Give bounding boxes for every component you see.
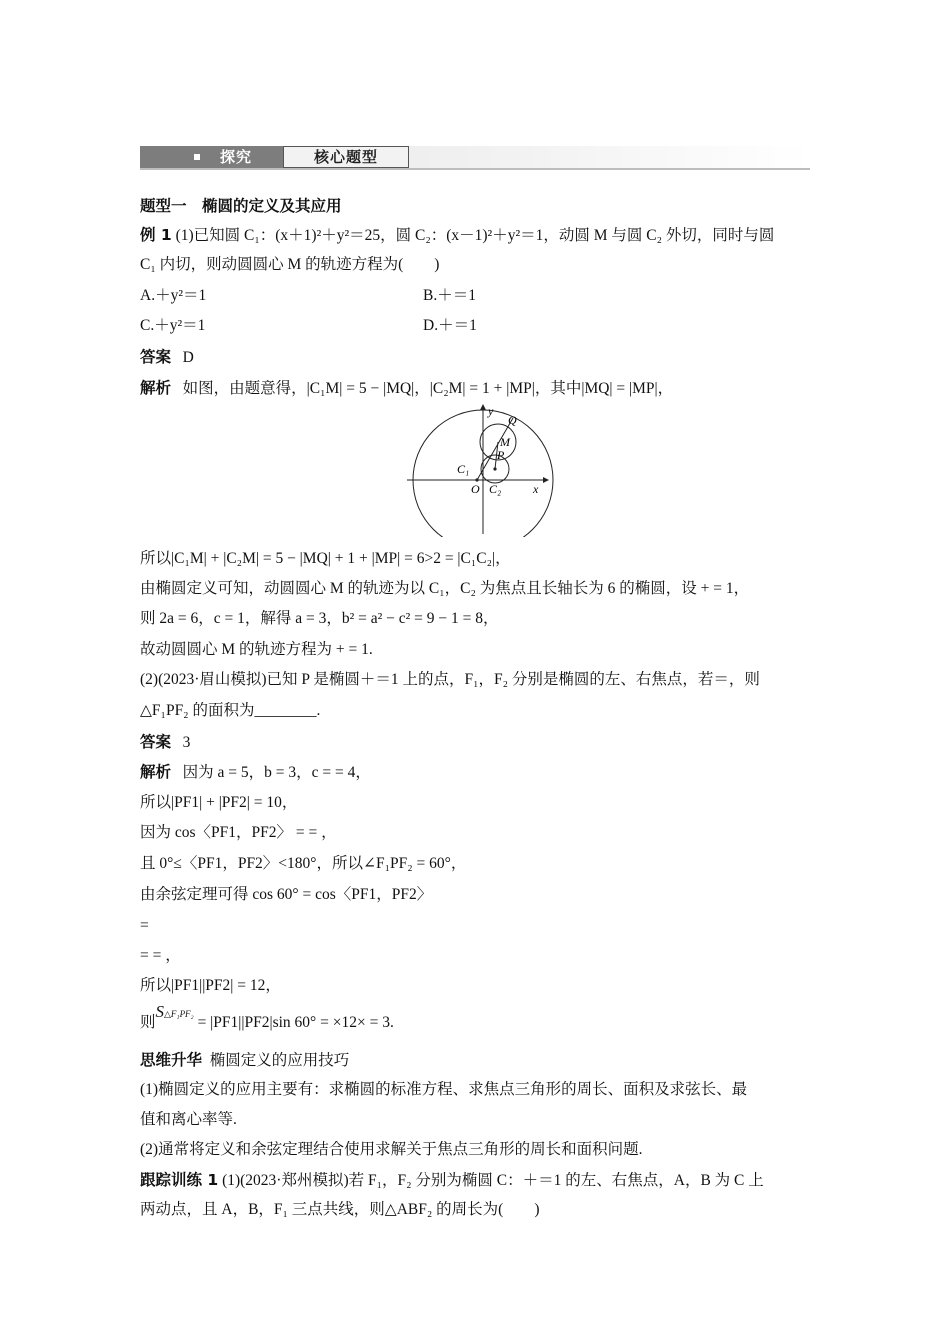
track-label: 跟踪训练 1 — [140, 1171, 219, 1189]
ex1-q1-l2: C₁ 内切，则动圆圆心 M 的轨迹方程为( ) — [140, 256, 440, 273]
ex1-question-line1 — [140, 225, 774, 246]
section-banner — [140, 146, 810, 170]
label-q: Q — [508, 413, 517, 427]
label-m: M — [500, 435, 510, 449]
label-c1: C₁ — [457, 462, 470, 476]
banner-topic-box — [283, 146, 409, 168]
track-l1: (1)(2023·郑州模拟)若 F₁，F₂ 分别为椭圆 C：＋＝1 的左、右焦点，A，B 为 C 上 — [222, 1172, 764, 1189]
solution-label: 解析 — [140, 379, 172, 397]
sol2-l7: = = ， — [140, 947, 181, 964]
y-axis-arrow-icon — [480, 404, 486, 410]
sol2-l8: 所以|PF1||PF2| = 12， — [140, 977, 281, 994]
solution-label: 解析 — [140, 763, 172, 781]
summary-title: 椭圆定义的应用技巧 — [209, 1052, 350, 1069]
point-c2 — [493, 467, 496, 470]
ex1-label: 例 1 — [140, 226, 172, 244]
option-d: D.＋＝1 — [423, 317, 477, 334]
option-c: C.＋y²＝1 — [140, 317, 206, 334]
label-x: x — [533, 482, 539, 496]
sol2-l9-pre: 则 — [140, 1014, 156, 1031]
answer-label: 答案 — [140, 348, 172, 366]
sol2-l6: = — [140, 917, 149, 934]
q2-l2: △F₁PF₂ 的面积为________. — [140, 702, 321, 719]
summary-heading — [140, 1050, 349, 1071]
type-title: 题型一 椭圆的定义及其应用 — [140, 197, 342, 215]
line-c1-q — [477, 418, 513, 480]
solution-text: 如图，由题意得，|C₁M| = 5 − |MQ|，|C₂M| = 1 + |MP|，其中|MQ| = |MP|， — [182, 380, 674, 397]
sol2-l2: 所以|PF1| + |PF2| = 10， — [140, 794, 298, 811]
area-subscript: △F₁PF₂ — [164, 1009, 194, 1019]
banner-section-label: 探究 — [220, 148, 253, 166]
area-symbol: S — [155, 1002, 165, 1021]
track-line1 — [140, 1170, 764, 1191]
summary-p1-l1: (1)椭圆定义的应用主要有：求椭圆的标准方程、求焦点三角形的周长、面积及求弦长、最 — [140, 1081, 748, 1098]
solution-2-line1 — [140, 762, 371, 783]
sol2-l4: 且 0°≤〈PF1，PF2〉<180°，所以∠F₁PF₂ = 60°， — [140, 855, 467, 872]
summary-p1-l2: 值和离心率等. — [140, 1111, 237, 1128]
sol2-l3: 因为 cos〈PF1，PF2〉 = = ， — [140, 824, 337, 841]
label-c2: C₂ — [489, 482, 502, 496]
solution-text: 因为 a = 5，b = 3，c = = 4， — [182, 764, 371, 781]
answer-label: 答案 — [140, 733, 172, 751]
summary-p2: (2)通常将定义和余弦定理结合使用求解关于焦点三角形的周长和面积问题. — [140, 1141, 643, 1158]
track-l2: 两动点，且 A，B，F₁ 三点共线，则△ABF₂ 的周长为( ) — [140, 1201, 540, 1218]
sol1-l5: 故动圆圆心 M 的轨迹方程为 + = 1. — [140, 641, 373, 658]
sol2-l9-post: = |PF1||PF2|sin 60° = ×12× = 3. — [193, 1014, 394, 1031]
solution-1-line1 — [140, 378, 673, 399]
summary-label: 思维升华 — [140, 1051, 203, 1069]
circle-diagram — [405, 402, 555, 537]
ex1-q1-l1: (1)已知圆 C₁：(x＋1)²＋y²＝25，圆 C₂：(x－1)²＋y²＝1，动圆 M 与圆 C₂ 外切，同时与圆 — [175, 227, 775, 244]
label-p: P — [497, 448, 505, 462]
banner-rule — [140, 168, 810, 170]
sol2-l9 — [140, 1002, 394, 1034]
banner-dark-block — [140, 146, 283, 168]
label-o: O — [471, 482, 480, 496]
q2-l1: (2)(2023·眉山模拟)已知 P 是椭圆＋＝1 上的点，F₁，F₂ 分别是椭圆的左、右焦点，若＝，则 — [140, 671, 760, 688]
banner-topic-label: 核心题型 — [313, 148, 378, 166]
square-bullet-icon — [194, 154, 200, 160]
x-axis-arrow-icon — [543, 477, 549, 483]
answer-1 — [140, 347, 194, 368]
sol1-l2: 所以|C₁M| + |C₂M| = 5 − |MQ| + 1 + |MP| = 6>2 = |C₁C₂|， — [140, 550, 511, 567]
option-a: A.＋y²＝1 — [140, 287, 207, 304]
sol1-l4: 则 2a = 6，c = 1，解得 a = 3，b² = a² − c² = 9 − 1 = 8， — [140, 610, 499, 627]
option-b: B.＋＝1 — [423, 287, 476, 304]
sol2-l5: 由余弦定理可得 cos 60° = cos〈PF1，PF2〉 — [140, 886, 433, 903]
answer-value: 3 — [182, 734, 191, 751]
sol1-l3: 由椭圆定义可知，动圆圆心 M 的轨迹为以 C₁，C₂ 为焦点且长轴长为 6 的椭圆，设 + = 1， — [140, 580, 750, 597]
answer-2 — [140, 732, 190, 753]
answer-value: D — [182, 349, 194, 366]
label-y: y — [488, 404, 494, 418]
